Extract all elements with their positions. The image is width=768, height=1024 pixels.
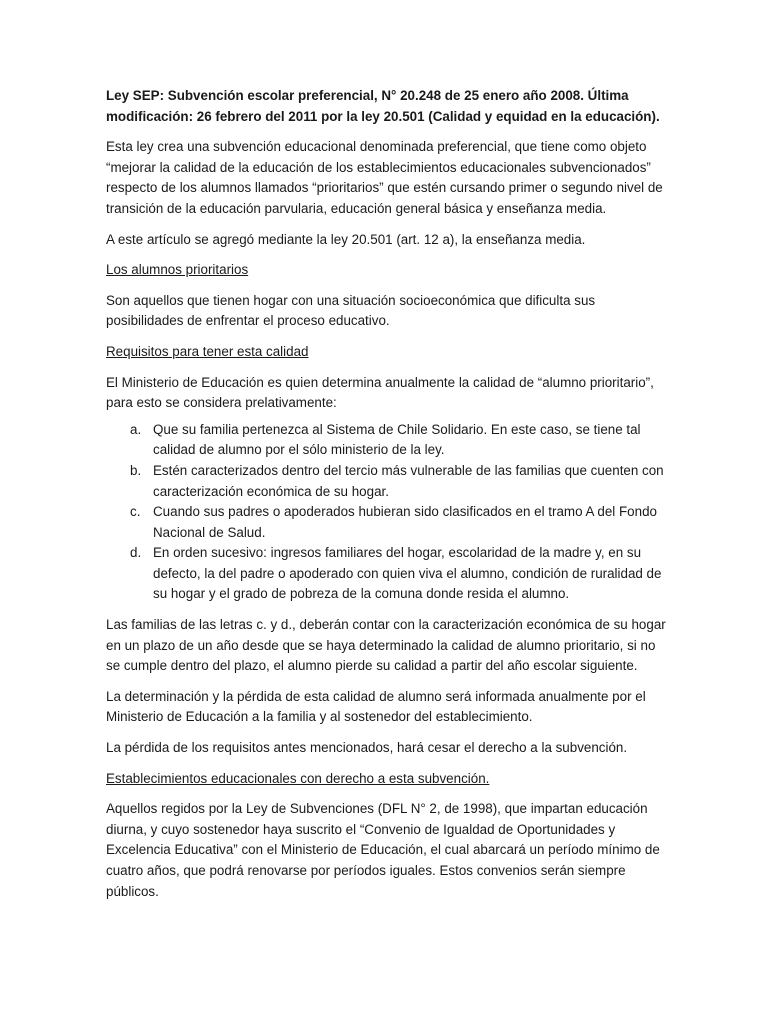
requirement-text: Estén caracterizados dentro del tercio más vulnerable de las familias que cuenten con caracterización económica de su hogar.	[153, 462, 664, 499]
priority-students-heading: Los alumnos prioritarios	[106, 262, 249, 278]
article-note-paragraph: A este artículo se agregó mediante la ley 20.501 (art. 12 a), la enseñanza media.	[106, 231, 586, 247]
requirements-heading: Requisitos para tener esta calidad	[106, 343, 309, 359]
document-title: Ley SEP: Subvención escolar preferencial, N° 20.248 de 25 enero año 2008. Última modificación: 26 febrero del 2011 por la ley 20.501 (Calidad y equidad en la educación).	[106, 88, 660, 124]
requirement-text: En orden sucesivo: ingresos familiares del hogar, escolaridad de la madre y, en su defecto, la del padre o apoderado con quien viva el alumno, condición de ruralidad de su hogar y el grado de pobreza de la comuna donde resida el alumno.	[153, 545, 662, 602]
requirement-text: Que su familia pertenezca al Sistema de Chile Solidario. En este caso, se tiene tal calidad de alumno por el sólo ministerio de la ley.	[153, 421, 641, 458]
requirement-marker: c.	[130, 504, 141, 520]
requirements-list	[106, 420, 666, 605]
requirement-text: Cuando sus padres o apoderados hubieran sido clasificados en el tramo A del Fondo Nacional de Salud.	[153, 504, 657, 540]
requirements-paragraph: El Ministerio de Educación es quien determina anualmente la calidad de “alumno prioritario”, para esto se considera prelativamente:	[106, 374, 654, 411]
requirement-item-b	[130, 461, 666, 502]
requirement-item-a	[130, 420, 666, 461]
requirement-marker: a.	[130, 421, 142, 437]
requirement-item-d	[130, 543, 666, 605]
requirement-marker: b.	[130, 462, 142, 478]
determination-paragraph: La determinación y la pérdida de esta calidad de alumno será informada anualmente por el Ministerio de Educación a la familia y al sostenedor del establecimiento.	[106, 688, 646, 725]
loss-paragraph: La pérdida de los requisitos antes mencionados, hará cesar el derecho a la subvención.	[106, 740, 628, 756]
establishments-paragraph: Aquellos regidos por la Ley de Subvenciones (DFL N° 2, de 1998), que impartan educación diurna, y cuyo sostenedor haya suscrito el “Convenio de Igualdad de Oportunidades y Excelencia Educativa” con el Ministerio de Educación, el cual abarcará un período mínimo de cuatro años, que podrá renovarse por períodos iguales. Estos convenios serán siempre públicos.	[106, 801, 660, 899]
requirement-marker: d.	[130, 545, 142, 561]
intro-paragraph: Esta ley crea una subvención educacional denominada preferencial, que tiene como objeto “mejorar la calidad de la educación de los establecimientos educacionales subvencionados” respecto de los alumnos llamados “prioritarios” que estén cursando primer o segundo nivel de transición de la educación parvularia, educación general básica y enseñanza media.	[106, 139, 663, 216]
priority-students-paragraph: Son aquellos que tienen hogar con una situación socioeconómica que dificulta sus posibilidades de enfrentar el proceso educativo.	[106, 292, 596, 329]
requirement-item-c	[130, 502, 666, 543]
families-paragraph: Las familias de las letras c. y d., deberán contar con la caracterización económica de su hogar en un plazo de un año desde que se haya determinado la calidad de alumno prioritario, si no se cumple dentro del plazo, el alumno pierde su calidad a partir del año escolar siguiente.	[106, 617, 666, 674]
document-page	[106, 86, 666, 912]
establishments-heading: Establecimientos educacionales con derecho a esta subvención.	[106, 770, 490, 786]
